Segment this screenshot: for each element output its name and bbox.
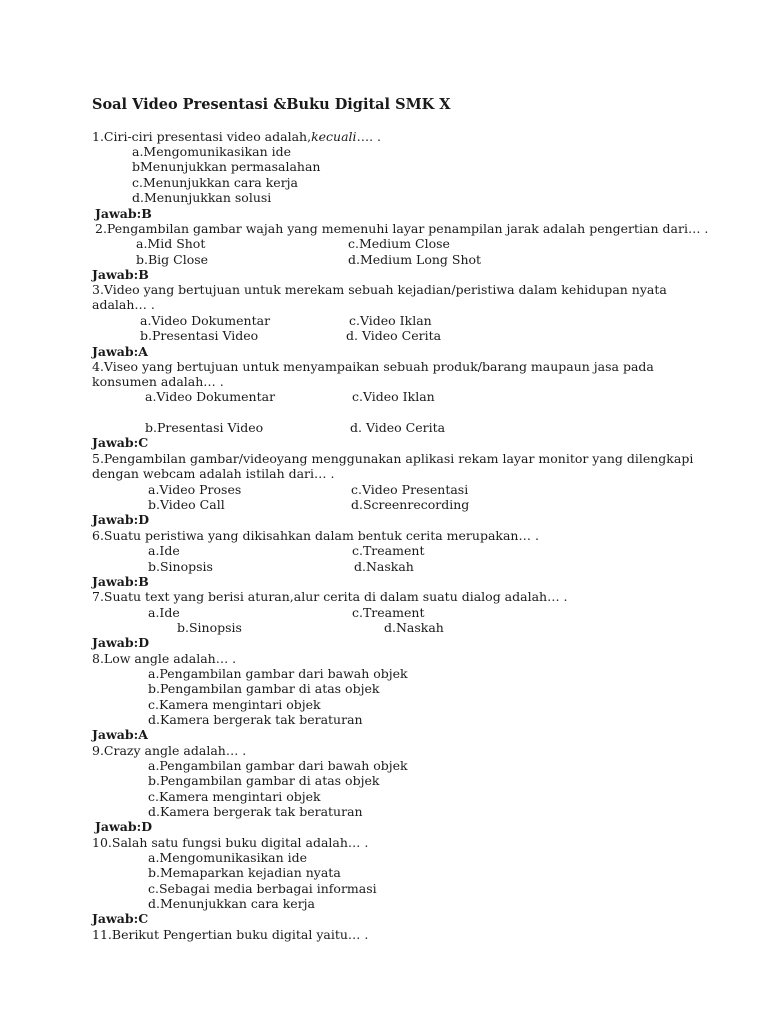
question-8-option-a: a.Pengambilan gambar dari bawah objek — [148, 666, 408, 681]
question-10-option-d: d.Menunjukkan cara kerja — [148, 896, 316, 911]
question-3-option-b: b.Presentasi Video — [140, 328, 259, 343]
question-4-option-a: a.Video Dokumentar — [145, 389, 276, 404]
question-1-answer: Jawab:B — [95, 206, 152, 221]
question-8-option-b: b.Pengambilan gambar di atas objek — [148, 681, 380, 696]
question-4-option-b: b.Presentasi Video — [145, 420, 264, 435]
question-8-answer: Jawab:A — [92, 727, 148, 742]
question-2-option-a: a.Mid Shot — [136, 236, 206, 251]
question-8-option-d: d.Kamera bergerak tak beraturan — [148, 712, 363, 727]
question-1-option-a: a.Mengomunikasikan ide — [132, 144, 292, 159]
question-6-option-d: d.Naskah — [354, 559, 414, 574]
question-4-text-line-1: 4.Viseo yang bertujuan untuk menyampaikan sebuah produk/barang maupaun jasa pada — [92, 359, 654, 374]
question-6-text: 6.Suatu peristiwa yang dikisahkan dalam bentuk cerita merupakan… . — [92, 528, 539, 543]
question-4-answer: Jawab:C — [92, 435, 149, 450]
question-5-option-c: c.Video Presentasi — [351, 482, 469, 497]
question-4-option-c: c.Video Iklan — [352, 389, 435, 404]
question-10-option-c: c.Sebagai media berbagai informasi — [148, 881, 377, 896]
question-3-option-c: c.Video Iklan — [349, 313, 432, 328]
question-7-answer: Jawab:D — [92, 635, 150, 650]
question-3-answer: Jawab:A — [92, 344, 148, 359]
question-3-option-d: d. Video Cerita — [346, 328, 442, 343]
question-2-option-d: d.Medium Long Shot — [348, 252, 482, 267]
question-1-option-c: c.Menunjukkan cara kerja — [132, 175, 299, 190]
question-2-answer: Jawab:B — [92, 267, 149, 282]
question-7-option-c: c.Treament — [352, 605, 425, 620]
question-5-option-d: d.Screenrecording — [351, 497, 470, 512]
question-3-option-a: a.Video Dokumentar — [140, 313, 271, 328]
question-7-option-b: b.Sinopsis — [177, 620, 242, 635]
question-7-option-d: d.Naskah — [384, 620, 444, 635]
question-11-text: 11.Berikut Pengertian buku digital yaitu… . — [92, 927, 369, 942]
question-5-option-a: a.Video Proses — [148, 482, 242, 497]
question-6-option-c: c.Treament — [352, 543, 425, 558]
question-8-option-c: c.Kamera mengintari objek — [148, 697, 321, 712]
question-4-option-d: d. Video Cerita — [350, 420, 446, 435]
question-5-text-line-2: dengan webcam adalah istilah dari… . — [92, 466, 335, 481]
question-9-answer: Jawab:D — [95, 819, 153, 834]
question-9-option-b: b.Pengambilan gambar di atas objek — [148, 773, 380, 788]
question-5-answer: Jawab:D — [92, 512, 150, 527]
question-10-option-b: b.Memaparkan kejadian nyata — [148, 865, 341, 880]
question-10-option-a: a.Mengomunikasikan ide — [148, 850, 308, 865]
question-1-option-b: bMenunjukkan permasalahan — [132, 159, 321, 174]
question-3-text-line-1: 3.Video yang bertujuan untuk merekam sebuah kejadian/peristiwa dalam kehidupan nyata — [92, 282, 667, 297]
question-9-option-a: a.Pengambilan gambar dari bawah objek — [148, 758, 408, 773]
page-title: Soal Video Presentasi &Buku Digital SMK X — [92, 96, 451, 113]
question-5-option-b: b.Video Call — [148, 497, 225, 512]
question-4-text-line-2: konsumen adalah… . — [92, 374, 224, 389]
question-9-text: 9.Crazy angle adalah… . — [92, 743, 247, 758]
question-1-ellipsis: …. . — [356, 129, 381, 144]
question-2-option-c: c.Medium Close — [348, 236, 450, 251]
question-6-option-a: a.Ide — [148, 543, 180, 558]
question-10-answer: Jawab:C — [92, 911, 149, 926]
question-1-text — [92, 129, 381, 144]
question-9-option-c: c.Kamera mengintari objek — [148, 789, 321, 804]
question-1-option-d: d.Menunjukkan solusi — [132, 190, 272, 205]
question-1-stem: 1.Ciri-ciri presentasi video adalah, — [92, 129, 312, 144]
question-8-text: 8.Low angle adalah… . — [92, 651, 237, 666]
question-9-option-d: d.Kamera bergerak tak beraturan — [148, 804, 363, 819]
question-2-text: 2.Pengambilan gambar wajah yang memenuhi layar penampilan jarak adalah pengertian dari… . — [95, 221, 709, 236]
question-3-text-line-2: adalah… . — [92, 297, 155, 312]
question-5-text-line-1: 5.Pengambilan gambar/videoyang menggunakan aplikasi rekam layar monitor yang dilengkapi — [92, 451, 694, 466]
question-2-option-b: b.Big Close — [136, 252, 209, 267]
question-10-text: 10.Salah satu fungsi buku digital adalah… . — [92, 835, 369, 850]
question-6-answer: Jawab:B — [92, 574, 149, 589]
question-1-emphasis: kecuali — [311, 129, 357, 144]
question-7-option-a: a.Ide — [148, 605, 180, 620]
question-6-option-b: b.Sinopsis — [148, 559, 213, 574]
question-7-text: 7.Suatu text yang berisi aturan,alur cerita di dalam suatu dialog adalah… . — [92, 589, 568, 604]
